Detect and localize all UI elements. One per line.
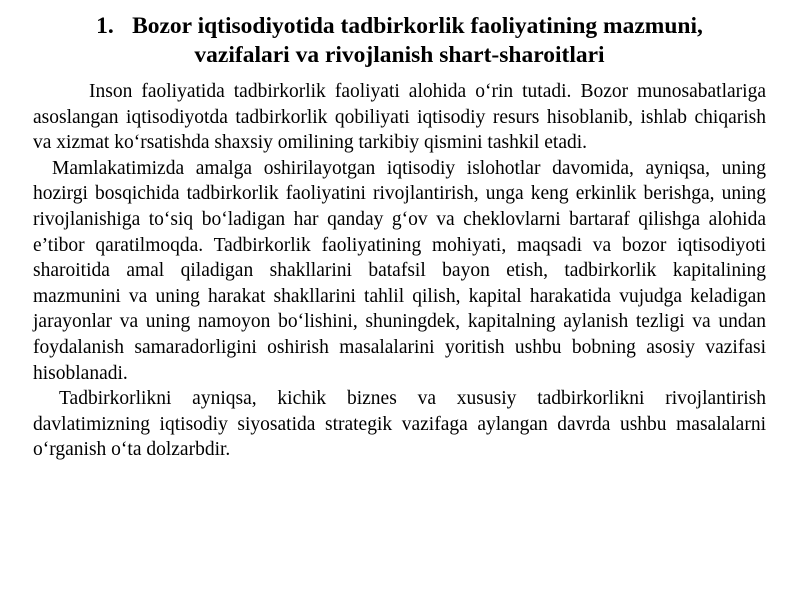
section-heading [33, 12, 766, 70]
section-title-part-1: Bozor iqtisodiyotida tadbirkorlik faoliyatining mazmuni, [132, 13, 703, 39]
document-page [33, 12, 766, 463]
body-paragraph-3: Tadbirkorlikni ayniqsa, kichik biznes va xususiy tadbirkorlikni rivojlantirish davlatimizning iqtisodiy siyosatida strategik vazifaga aylangan davrda ushbu masalalarni o‘rganish o‘ta dolzarbdir. [33, 388, 766, 461]
body-paragraph-1: Inson faoliyatida tadbirkorlik faoliyati alohida o‘rin tutadi. Bozor munosabatlariga asoslangan iqtisodiyotda tadbirkorlik qobiliyati iqtisodiy resurs hisoblanib, ishlab chiqarish va xizmat ko‘rsatishda shaxsiy omilining tarkibiy qismini tashkil etadi. [33, 81, 766, 154]
section-number: 1. [96, 13, 114, 39]
section-title-part-2: vazifalari va rivojlanish shart-sharoitlari [194, 42, 605, 68]
section-heading-line-1 [33, 12, 766, 41]
body-paragraph-2: Mamlakatimizda amalga oshirilayotgan iqtisodiy islohotlar davomida, ayniqsa, uning hozirgi bosqichida tadbirkorlik faoliyatini rivojlantirish, unga keng erkinlik berishga, uning rivojlanishiga to‘siq bo‘ladigan har qanday g‘ov va cheklovlarni bartaraf qilishga alohida e’tibor qaratilmoqda. Tadbirkorlik faoliyatining mohiyati, maqsadi va bozor iqtisodiyoti sharoitida amal qiladigan shakllarini batafsil bayon etish, tadbirkorlik kapitalining mazmunini va uning harakat shakllarini tahlil qilish, kapital harakatida vujudga keladigan jarayonlar va uning namoyon bo‘lishini, shuningdek, kapitalning aylanish tezligi va undan foydalanish samaradorligini oshirish masalalarini yoritish ushbu bobning asosiy vazifasi hisoblanadi. [33, 157, 766, 384]
